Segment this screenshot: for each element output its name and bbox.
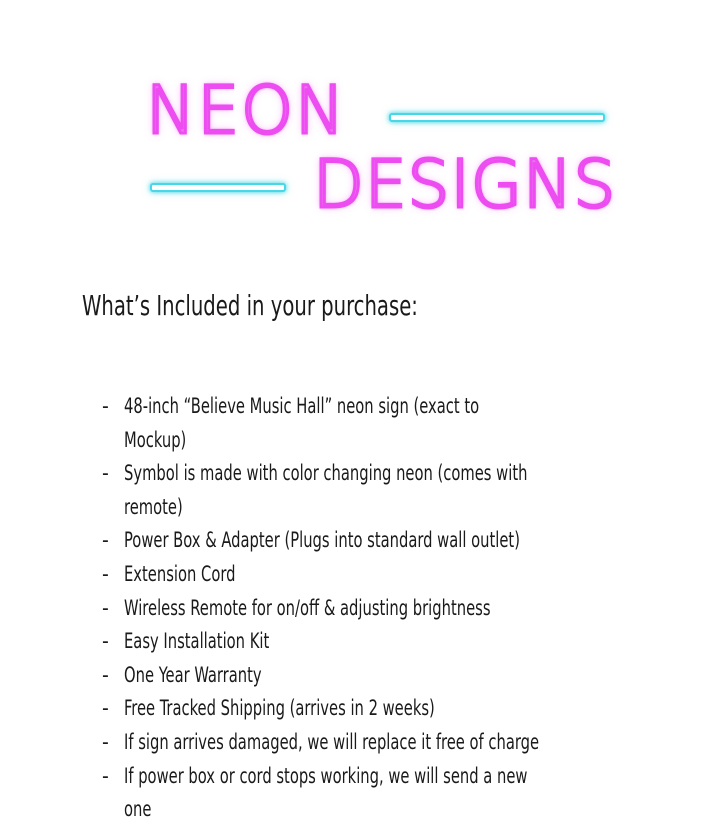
logo-word-neon: NEON [146,72,347,149]
bullet-dash: - [102,561,109,586]
bullet-dash: - [102,629,109,654]
list-item [102,659,662,693]
bullet-dash: - [102,729,109,754]
list-item [102,558,662,592]
list-item [102,592,662,626]
list-item [102,524,662,558]
logo-cyan-line-top [389,113,605,122]
list-item-text: Wireless Remote for on/off & adjusting brightness [124,595,491,620]
list-item-text: If sign arrives damaged, we will replace it free of charge [124,729,540,754]
list-item-text: If power box or cord stops working, we will send a new one [124,763,528,822]
list-item [102,760,662,827]
list-item-text: One Year Warranty [124,662,262,687]
list-item-text: Extension Cord [124,561,236,586]
list-item [102,726,662,760]
list-item-text: Power Box & Adapter (Plugs into standard wall outlet) [124,528,520,553]
list-item [102,457,662,524]
bullet-dash: - [102,461,109,486]
list-item [102,625,662,659]
neon-designs-logo [0,0,724,240]
list-item [102,390,662,457]
bullet-dash: - [102,528,109,553]
list-item-text: 48-inch “Believe Music Hall” neon sign (exact to Mockup) [124,394,480,452]
included-heading: What’s Included in your purchase: [82,289,418,322]
bullet-dash: - [102,595,109,620]
bullet-dash: - [102,394,109,418]
list-item [102,692,662,726]
included-items-list [102,390,662,827]
list-item-text: Symbol is made with color changing neon (comes with remote) [124,461,528,519]
bullet-dash: - [102,763,109,788]
logo-word-designs: DESIGNS [313,146,617,223]
bullet-dash: - [102,662,109,687]
logo-cyan-line-bottom [150,183,286,192]
list-item-text: Easy Installation Kit [124,629,270,654]
bullet-dash: - [102,696,109,721]
list-item-text: Free Tracked Shipping (arrives in 2 weeks) [124,696,435,721]
